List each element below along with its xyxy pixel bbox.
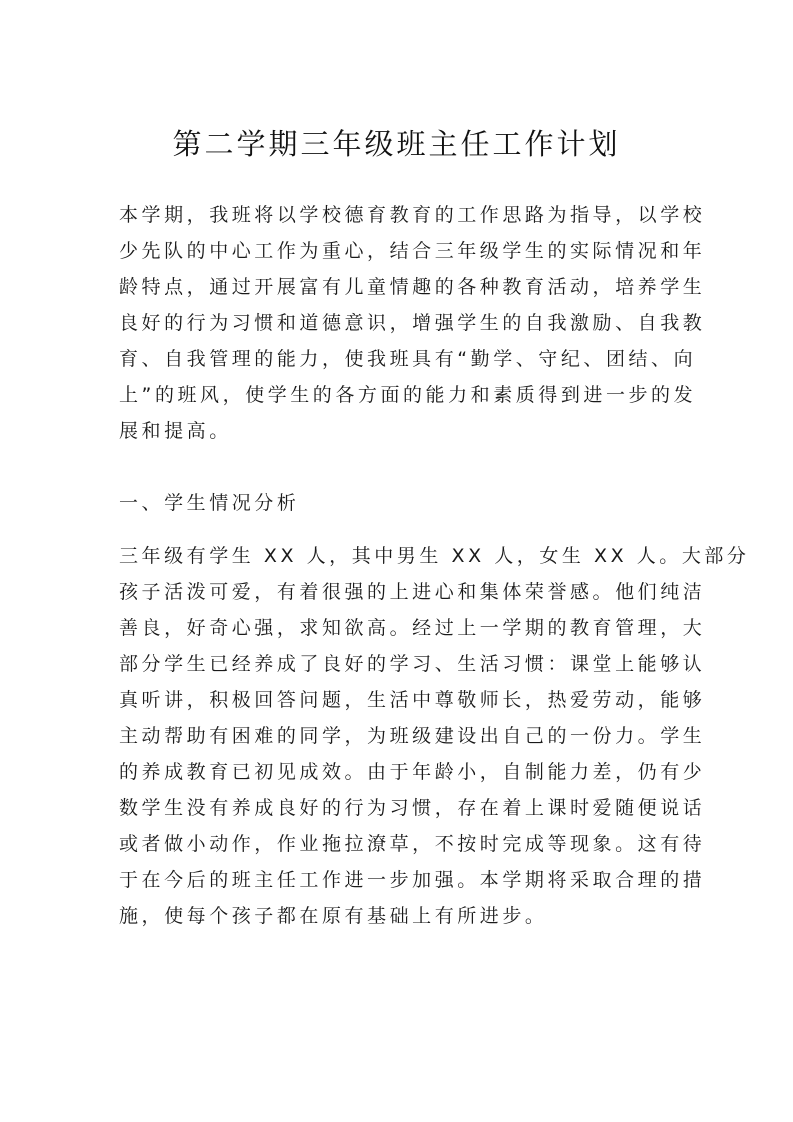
text-line: 孩子活泼可爱，有着很强的上进心和集体荣誉感。他们纯洁 [119,581,706,603]
text-line: 主动帮助有困难的同学，为班级建设出自己的一份力。学生 [119,725,706,747]
student-analysis-paragraph [119,538,750,934]
text-line: 于在今后的班主任工作进一步加强。本学期将采取合理的措 [119,869,706,891]
text-line: 三年级有学生 XX 人，其中男生 XX 人，女生 XX 人。大部分 [119,545,750,567]
text-line: 施，使每个孩子都在原有基础上有所进步。 [119,905,548,927]
text-line: 展和提高。 [119,420,232,442]
text-line: 本学期，我班将以学校德育教育的工作思路为指导，以学校 [119,204,706,226]
text-line: 或者做小动作，作业拖拉潦草，不按时完成等现象。这有待 [119,833,706,855]
text-line: 龄特点，通过开展富有儿童情趣的各种教育活动，培养学生 [119,276,706,298]
intro-paragraph [119,197,706,449]
text-line: 的养成教育已初见成效。由于年龄小，自制能力差，仍有少 [119,761,706,783]
text-line: 上”的班风，使学生的各方面的能力和素质得到进一步的发 [119,384,697,406]
text-line: 部分学生已经养成了良好的学习、生活习惯：课堂上能够认 [119,653,706,675]
text-line: 数学生没有养成良好的行为习惯，存在着上课时爱随便说话 [119,797,706,819]
text-line: 少先队的中心工作为重心，结合三年级学生的实际情况和年 [119,240,706,262]
text-line: 真听讲，积极回答问题，生活中尊敬师长，热爱劳动，能够 [119,689,706,711]
section-heading-student-analysis [119,485,677,521]
text-line: 善良，好奇心强，求知欲高。经过上一学期的教育管理，大 [119,617,706,639]
section-heading-text: 一、学生情况分析 [119,492,300,514]
text-line: 良好的行为习惯和道德意识，增强学生的自我激励、自我教 [119,312,706,334]
document-title: 第二学期三年级班主任工作计划 [172,127,621,161]
text-line: 育、自我管理的能力，使我班具有“勤学、守纪、团结、向 [119,348,697,370]
